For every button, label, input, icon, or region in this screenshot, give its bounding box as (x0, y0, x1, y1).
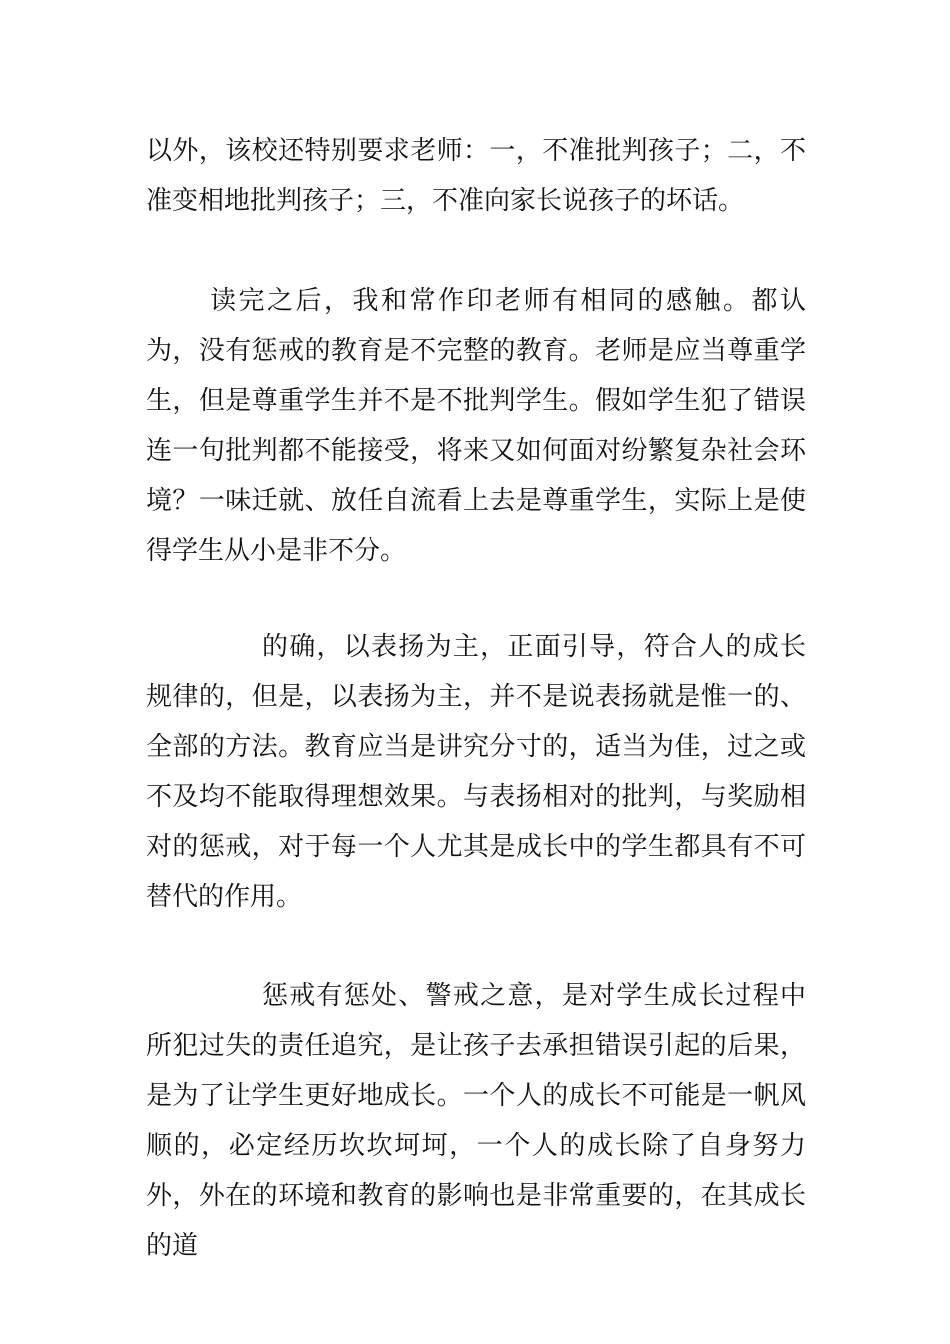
paragraph-discipline: 惩戒有惩处、警戒之意，是对学生成长过程中所犯过失的责任追究，是让孩子去承担错误引起的后果，是为了让学生更好地成长。一个人的成长不可能是一帆风顺的，必定经历坎坎坷坷，一个人的成长除了自身努力外，外在的环境和教育的影响也是非常重要的，在其成长的道 (146, 981, 806, 1261)
paragraph-continuation: 以外，该校还特别要求老师：一，不准批判孩子；二，不准变相地批判孩子；三，不准向家长说孩子的坏话。 (146, 136, 806, 216)
paragraph-reflection: 读完之后，我和常作印老师有相同的感触。都认为，没有惩戒的教育是不完整的教育。老师是应当尊重学生，但是尊重学生并不是不批判学生。假如学生犯了错误连一句批判都不能接受，将来又如何面对纷繁复杂社会环境？一味迁就、放任自流看上去是尊重学生，实际上是使得学生从小是非不分。 (146, 286, 806, 566)
paragraph-praise: 的确，以表扬为主，正面引导，符合人的成长规律的，但是，以表扬为主，并不是说表扬就是惟一的、全部的方法。教育应当是讲究分寸的，适当为佳，过之或不及均不能取得理想效果。与表扬相对的批判，与奖励相对的惩戒，对于每一个人尤其是成长中的学生都具有不可替代的作用。 (146, 632, 806, 912)
